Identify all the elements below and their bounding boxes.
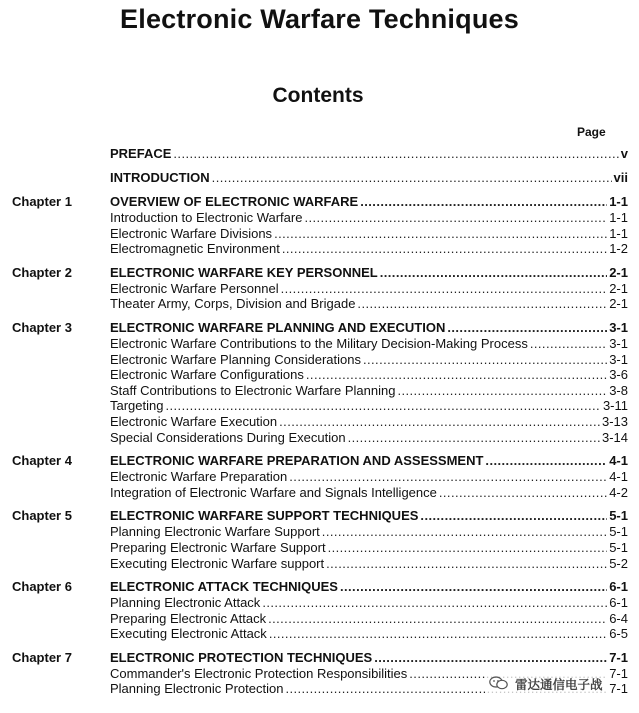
dot-leader <box>380 265 607 281</box>
entry-title: Commander's Electronic Protection Responsibilities <box>110 665 408 681</box>
dot-leader <box>279 414 600 430</box>
dot-leader <box>268 611 607 627</box>
toc-chapter-entry[interactable] <box>12 194 628 210</box>
toc-section-entry[interactable] <box>12 485 628 501</box>
entry-title: Planning Electronic Warfare Support <box>110 524 320 540</box>
toc-section-entry[interactable] <box>12 367 628 383</box>
toc-section-entry[interactable] <box>12 336 628 352</box>
entry-title: Electromagnetic Environment <box>110 241 280 257</box>
toc-section-entry[interactable] <box>12 383 628 399</box>
page-number: 2-1 <box>609 264 628 280</box>
page-number: 5-1 <box>609 508 628 524</box>
toc-section-entry[interactable] <box>12 241 628 257</box>
toc-section-entry[interactable] <box>12 226 628 242</box>
dot-leader <box>357 296 607 312</box>
dot-leader <box>262 595 607 611</box>
entry-title: Electronic Warfare Planning Considerations <box>110 351 361 367</box>
toc-front-matter-entry[interactable] <box>110 146 628 162</box>
dot-leader <box>304 210 607 226</box>
page-number: 1-1 <box>609 225 628 241</box>
dot-leader <box>282 241 607 257</box>
dot-leader <box>340 579 607 595</box>
entry-title: Electronic Warfare Personnel <box>110 280 279 296</box>
dot-leader <box>322 524 607 540</box>
page-number: 3-14 <box>601 429 628 445</box>
entry-title: ELECTRONIC WARFARE PLANNING AND EXECUTION <box>110 319 446 335</box>
dot-leader <box>374 650 607 666</box>
watermark <box>485 674 607 694</box>
watermark-text: 雷达通信电子战 <box>515 678 603 692</box>
spacer <box>12 186 628 194</box>
page-number: 3-13 <box>601 413 628 429</box>
chapter-block <box>12 265 628 312</box>
chapter-label: Chapter 4 <box>12 453 72 469</box>
page-number: 3-8 <box>609 382 628 398</box>
entry-title: Preparing Electronic Attack <box>110 610 267 626</box>
chapter-block <box>12 194 628 257</box>
page-number: 3-6 <box>609 367 628 383</box>
page-number: 3-11 <box>602 398 628 414</box>
chapter-label: Chapter 3 <box>12 319 72 335</box>
entry-title: Electronic Warfare Configurations <box>110 367 304 383</box>
page-number: v <box>620 146 628 161</box>
dot-leader <box>397 383 607 399</box>
entry-title: OVERVIEW OF ELECTRONIC WARFARE <box>110 194 359 209</box>
chapter-block <box>12 579 628 642</box>
toc-section-entry[interactable] <box>12 430 628 446</box>
toc-section-entry[interactable] <box>12 556 628 572</box>
page-number: 7-1 <box>609 665 628 681</box>
dot-leader <box>281 281 608 297</box>
dot-leader <box>274 226 607 242</box>
entry-title: Theater Army, Corps, Division and Brigade <box>110 296 356 312</box>
contents-heading: Contents <box>272 84 364 107</box>
page-number: 7-1 <box>609 681 628 697</box>
chapter-block <box>12 508 628 571</box>
dot-leader <box>289 469 607 485</box>
toc-section-entry[interactable] <box>12 281 628 297</box>
entry-title: Electronic Warfare Divisions <box>110 225 273 241</box>
dot-leader <box>328 540 608 556</box>
page-number: 6-1 <box>609 579 628 595</box>
toc-chapter-entry[interactable] <box>12 320 628 336</box>
dot-leader <box>360 194 607 210</box>
entry-title: ELECTRONIC ATTACK TECHNIQUES <box>110 579 338 595</box>
entry-title: INTRODUCTION <box>110 170 210 185</box>
entry-title: Electronic Warfare Preparation <box>110 469 288 485</box>
page-number: 3-1 <box>609 335 628 351</box>
entry-title: Integration of Electronic Warfare and Signals Intelligence <box>110 484 437 500</box>
page-number: 2-1 <box>609 296 628 312</box>
page-number: vii <box>613 170 628 185</box>
dot-leader <box>420 508 607 524</box>
chapter-label: Chapter 2 <box>12 264 72 280</box>
toc-section-entry[interactable] <box>12 469 628 485</box>
entry-title: ELECTRONIC WARFARE SUPPORT TECHNIQUES <box>110 508 419 524</box>
spacer <box>12 162 628 170</box>
page-number: 4-1 <box>609 469 628 485</box>
toc-section-entry[interactable] <box>12 524 628 540</box>
toc-chapter-entry[interactable] <box>12 508 628 524</box>
entry-title: Staff Contributions to Electronic Warfare Planning <box>110 382 396 398</box>
toc-section-entry[interactable] <box>12 626 628 642</box>
page-number: 6-4 <box>609 610 628 626</box>
toc-section-entry[interactable] <box>12 296 628 312</box>
entry-title: Electronic Warfare Contributions to the Military Decision-Making Process <box>110 335 528 351</box>
page-number: 3-1 <box>609 351 628 367</box>
chapter-label: Chapter 7 <box>12 649 72 665</box>
dot-leader <box>173 146 618 162</box>
toc-chapter-entry[interactable] <box>12 453 628 469</box>
page-number: 4-1 <box>609 453 628 469</box>
table-of-contents <box>12 146 628 697</box>
entry-title: Planning Electronic Protection <box>110 681 284 697</box>
chapter-label: Chapter 5 <box>12 508 72 524</box>
entry-title: Special Considerations During Execution <box>110 429 346 445</box>
toc-section-entry[interactable] <box>12 540 628 556</box>
dot-leader <box>439 485 607 501</box>
page-number: 6-5 <box>609 626 628 642</box>
dot-leader <box>326 556 607 572</box>
toc-chapter-entry[interactable] <box>12 265 628 281</box>
entry-title: ELECTRONIC WARFARE KEY PERSONNEL <box>110 264 378 280</box>
dot-leader <box>269 626 607 642</box>
chapter-label: Chapter 6 <box>12 579 72 595</box>
dot-leader <box>530 336 607 352</box>
entry-title: Preparing Electronic Warfare Support <box>110 539 326 555</box>
dot-leader <box>165 398 600 414</box>
toc-section-entry[interactable] <box>12 414 628 430</box>
entry-title: PREFACE <box>110 146 172 161</box>
toc-front-matter-entry[interactable] <box>110 170 628 186</box>
page-number: 6-1 <box>609 595 628 611</box>
entry-title: Targeting <box>110 398 164 414</box>
page-number: 2-1 <box>609 280 628 296</box>
page-number: 3-1 <box>609 319 628 335</box>
toc-chapter-entry[interactable] <box>12 579 628 595</box>
toc-section-entry[interactable] <box>12 210 628 226</box>
entry-title: Executing Electronic Attack <box>110 626 267 642</box>
page-number: 1-1 <box>609 210 628 225</box>
entry-title: ELECTRONIC WARFARE PREPARATION AND ASSESSMENT <box>110 453 484 469</box>
wechat-icon <box>489 676 509 693</box>
toc-section-entry[interactable] <box>12 611 628 627</box>
chapter-label: Chapter 1 <box>12 194 72 209</box>
page-number: 5-2 <box>609 555 628 571</box>
page-number: 7-1 <box>609 649 628 665</box>
dot-leader <box>306 367 607 383</box>
chapter-block <box>12 320 628 445</box>
toc-section-entry[interactable] <box>12 352 628 368</box>
document-title: Electronic Warfare Techniques <box>120 4 519 34</box>
toc-chapter-entry[interactable] <box>12 650 628 666</box>
page-number: 1-2 <box>609 241 628 257</box>
page-number: 4-2 <box>609 484 628 500</box>
chapter-block <box>12 453 628 500</box>
toc-section-entry[interactable] <box>12 595 628 611</box>
page-number: 5-1 <box>609 539 628 555</box>
dot-leader <box>447 320 607 336</box>
page-number: 1-1 <box>609 194 628 209</box>
dot-leader <box>363 352 607 368</box>
entry-title: ELECTRONIC PROTECTION TECHNIQUES <box>110 649 373 665</box>
page-column-label: Page <box>577 125 606 139</box>
page-number: 5-1 <box>609 524 628 540</box>
entry-title: Introduction to Electronic Warfare <box>110 210 303 225</box>
entry-title: Electronic Warfare Execution <box>110 413 278 429</box>
dot-leader <box>348 430 600 446</box>
entry-title: Executing Electronic Warfare support <box>110 555 325 571</box>
entry-title: Planning Electronic Attack <box>110 595 261 611</box>
toc-section-entry[interactable] <box>12 398 628 414</box>
dot-leader <box>485 453 607 469</box>
dot-leader <box>212 170 612 186</box>
